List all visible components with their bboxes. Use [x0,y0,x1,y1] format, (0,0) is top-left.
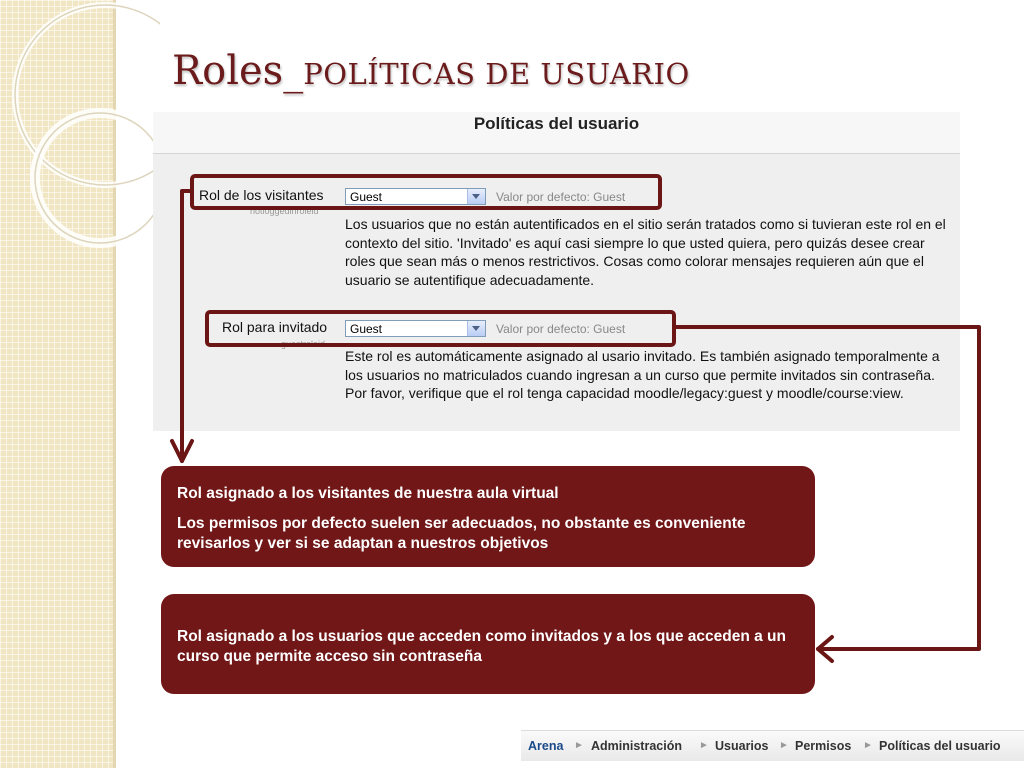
visitor-role-label: Rol de los visitantes [199,187,324,203]
user-policies-panel [153,112,960,431]
breadcrumb-item-usuarios[interactable]: Usuarios [715,739,769,753]
visitor-role-setting-name: notloggedinroleid [250,206,319,216]
breadcrumb-separator: ► [863,740,873,751]
breadcrumb-separator: ► [699,740,709,751]
visitor-callout-line1: Rol asignado a los visitantes de nuestra aula virtual [177,485,559,502]
slide-title-main: Roles_ [172,48,304,94]
panel-title: Políticas del usuario [473,114,640,133]
guest-role-description: Este rol es automáticamente asignado al usario invitado. Es también asignado temporalmente a los usuarios no matriculados cuando ingresan a un curso que permite invitados sin contraseña. Por favor, verifique que el rol tenga capacidad moodle/legacy:guest y moodle/course:view. [345,348,940,401]
guest-role-callout [161,594,815,694]
breadcrumb-separator: ► [779,740,789,751]
guest-role-label: Rol para invitado [222,319,328,335]
visitor-role-default: Valor por defecto: Guest [496,190,626,204]
breadcrumb-item-permisos[interactable]: Permisos [795,739,852,753]
visitor-role-selected-value: Guest [350,190,383,204]
visitor-role-highlight [190,174,662,210]
guest-role-selected-value: Guest [350,322,383,336]
guest-callout-text: Rol asignado a los usuarios que acceden como invitados y a los que acceden a un curso que permite acceso sin contraseña [177,628,786,665]
breadcrumb-item-politicas: Políticas del usuario [879,739,1001,753]
slide-title [172,48,690,94]
breadcrumb-separator: ► [574,740,584,751]
panel-header [153,112,960,154]
breadcrumb-item-arena[interactable]: Arena [528,739,564,753]
guest-role-default: Valor por defecto: Guest [496,322,626,336]
breadcrumb [521,730,1024,761]
visitor-callout-line2: Los permisos por defecto suelen ser adecuados, no obstante es conveniente revisarlos y ver si se adaptan a nuestros objetivos [177,515,746,552]
slide-title-sub: POLÍTICAS DE USUARIO [303,57,690,91]
visitor-role-description: Los usuarios que no están autentificados en el sitio serán tratados como si tuvieran este rol en el contexto del sitio. 'Invitado' es aquí casi siempre lo que usted quiera, pero quizás desee crear roles que sean más o menos restrictivos. Cosas como colorar mensajes requieren aún que el usuario se autentifique adecuadamente. [345,216,946,288]
guest-role-highlight [205,310,676,347]
decorative-side-strip [0,0,113,768]
side-strip-edge [113,0,116,768]
breadcrumb-item-administracion[interactable]: Administración [591,739,682,753]
guest-role-setting-name: guestroleid [281,339,326,349]
visitor-role-callout [161,466,815,567]
